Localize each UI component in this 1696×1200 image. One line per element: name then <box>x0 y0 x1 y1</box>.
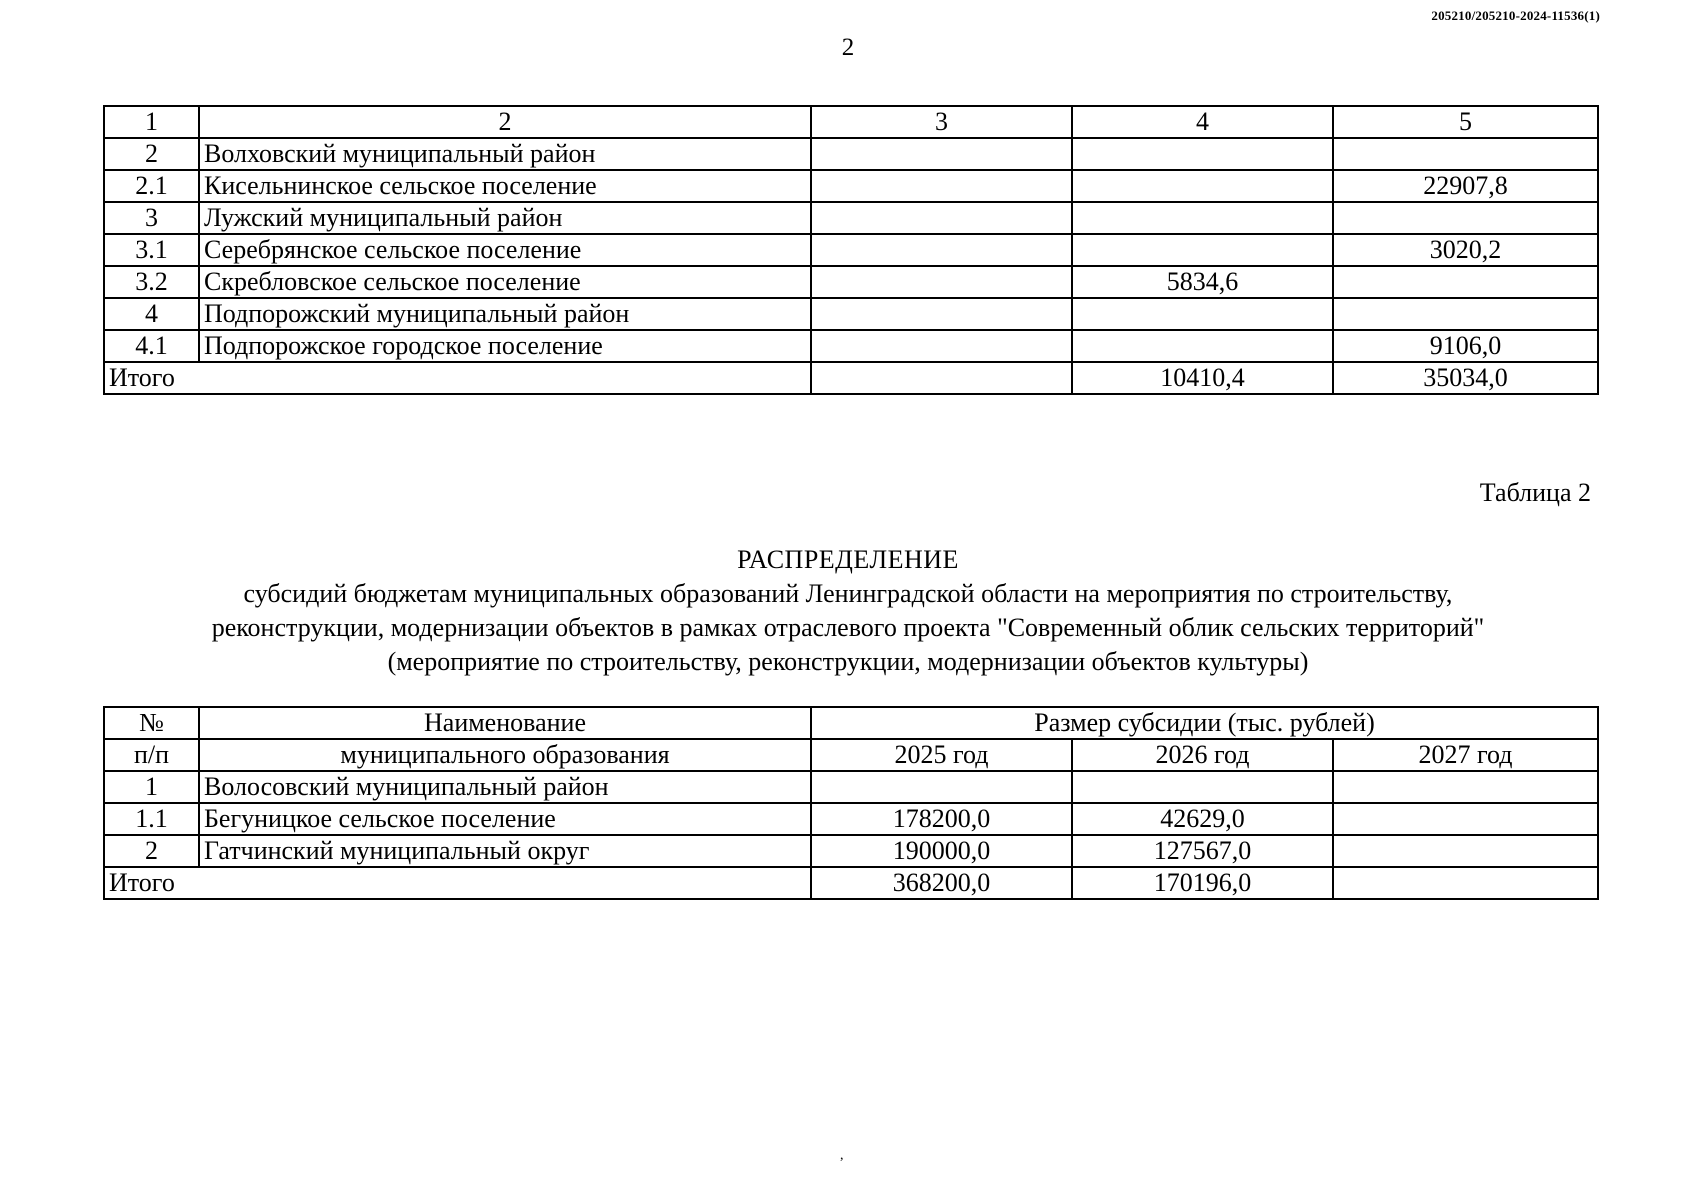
header-number-sign: № <box>104 707 199 739</box>
table-2 <box>103 706 1599 900</box>
col-3-value <box>811 330 1072 362</box>
municipality-name: Гатчинский муниципальный округ <box>199 835 811 867</box>
row-number: 2.1 <box>104 170 199 202</box>
table-1-header-col-4: 4 <box>1072 106 1333 138</box>
value-2026 <box>1072 771 1333 803</box>
row-number: 4 <box>104 298 199 330</box>
col-5-value: 9106,0 <box>1333 330 1598 362</box>
table-1-header-col-2: 2 <box>199 106 811 138</box>
col-5-value <box>1333 298 1598 330</box>
value-2025 <box>811 771 1072 803</box>
table-total-row <box>104 362 1598 394</box>
table-row <box>104 771 1598 803</box>
col-5-value: 22907,8 <box>1333 170 1598 202</box>
total-col-5: 35034,0 <box>1333 362 1598 394</box>
table-row <box>104 234 1598 266</box>
row-number: 1.1 <box>104 803 199 835</box>
heading-title: РАСПРЕДЕЛЕНИЕ <box>737 545 959 574</box>
col-3-value <box>811 234 1072 266</box>
row-number: 4.1 <box>104 330 199 362</box>
table-row <box>104 138 1598 170</box>
heading-line-3: (мероприятие по строительству, реконструкции, модернизации объектов культуры) <box>387 647 1309 676</box>
value-2027 <box>1333 803 1598 835</box>
col-4-value <box>1072 138 1333 170</box>
header-year-2027: 2027 год <box>1333 739 1598 771</box>
header-year-2026: 2026 год <box>1072 739 1333 771</box>
col-5-value: 3020,2 <box>1333 234 1598 266</box>
value-2025: 190000,0 <box>811 835 1072 867</box>
table-row <box>104 170 1598 202</box>
col-5-value <box>1333 266 1598 298</box>
total-col-3 <box>811 362 1072 394</box>
value-2027 <box>1333 771 1598 803</box>
municipality-name: Лужский муниципальный район <box>199 202 811 234</box>
col-3-value <box>811 298 1072 330</box>
total-2026: 170196,0 <box>1072 867 1333 899</box>
col-4-value <box>1072 170 1333 202</box>
header-number-abbr: п/п <box>104 739 199 771</box>
table-1-header-col-1: 1 <box>104 106 199 138</box>
table-1-header-row <box>104 106 1598 138</box>
header-name-line-2: муниципального образования <box>199 739 811 771</box>
col-4-value <box>1072 234 1333 266</box>
table-row <box>104 298 1598 330</box>
value-2025: 178200,0 <box>811 803 1072 835</box>
document-id: 205210/205210-2024-11536(1) <box>1431 8 1600 23</box>
table-1 <box>103 105 1599 395</box>
total-2025: 368200,0 <box>811 867 1072 899</box>
municipality-name: Серебрянское сельское поселение <box>199 234 811 266</box>
header-year-2025: 2025 год <box>811 739 1072 771</box>
header-subsidy: Размер субсидии (тыс. рублей) <box>811 707 1598 739</box>
col-4-value <box>1072 202 1333 234</box>
municipality-name: Подпорожский муниципальный район <box>199 298 811 330</box>
col-4-value: 5834,6 <box>1072 266 1333 298</box>
table-total-row <box>104 867 1598 899</box>
municipality-name: Подпорожское городское поселение <box>199 330 811 362</box>
row-number: 3.2 <box>104 266 199 298</box>
row-number: 2 <box>104 138 199 170</box>
table-2-header-row-2 <box>104 739 1598 771</box>
value-2026: 127567,0 <box>1072 835 1333 867</box>
total-label: Итого <box>104 867 811 899</box>
col-5-value <box>1333 202 1598 234</box>
row-number: 3 <box>104 202 199 234</box>
total-col-4: 10410,4 <box>1072 362 1333 394</box>
header-name-line-1: Наименование <box>199 707 811 739</box>
table-row <box>104 202 1598 234</box>
row-number: 2 <box>104 835 199 867</box>
table-1-header-col-5: 5 <box>1333 106 1598 138</box>
scan-mark: , <box>840 1148 844 1163</box>
col-5-value <box>1333 138 1598 170</box>
col-4-value <box>1072 298 1333 330</box>
municipality-name: Кисельнинское сельское поселение <box>199 170 811 202</box>
table-1-header-col-3: 3 <box>811 106 1072 138</box>
total-2027 <box>1333 867 1598 899</box>
heading-line-2: реконструкции, модернизации объектов в рамках отраслевого проекта "Современный облик сельских территорий" <box>211 613 1485 642</box>
table-2-header-row-1 <box>104 707 1598 739</box>
row-number: 1 <box>104 771 199 803</box>
col-3-value <box>811 202 1072 234</box>
municipality-name: Волховский муниципальный район <box>199 138 811 170</box>
row-number: 3.1 <box>104 234 199 266</box>
col-3-value <box>811 170 1072 202</box>
page-number: 2 <box>841 34 855 61</box>
municipality-name: Скребловское сельское поселение <box>199 266 811 298</box>
table-row <box>104 835 1598 867</box>
value-2027 <box>1333 835 1598 867</box>
col-3-value <box>811 138 1072 170</box>
total-label: Итого <box>104 362 811 394</box>
table-2-heading <box>0 543 1696 679</box>
value-2026: 42629,0 <box>1072 803 1333 835</box>
table-2-caption: Таблица 2 <box>1479 478 1591 507</box>
col-4-value <box>1072 330 1333 362</box>
municipality-name: Волосовский муниципальный район <box>199 771 811 803</box>
heading-line-1: субсидий бюджетам муниципальных образований Ленинградской области на мероприятия по строительству, <box>243 579 1453 608</box>
col-3-value <box>811 266 1072 298</box>
table-row <box>104 266 1598 298</box>
table-row <box>104 803 1598 835</box>
table-row <box>104 330 1598 362</box>
municipality-name: Бегуницкое сельское поселение <box>199 803 811 835</box>
